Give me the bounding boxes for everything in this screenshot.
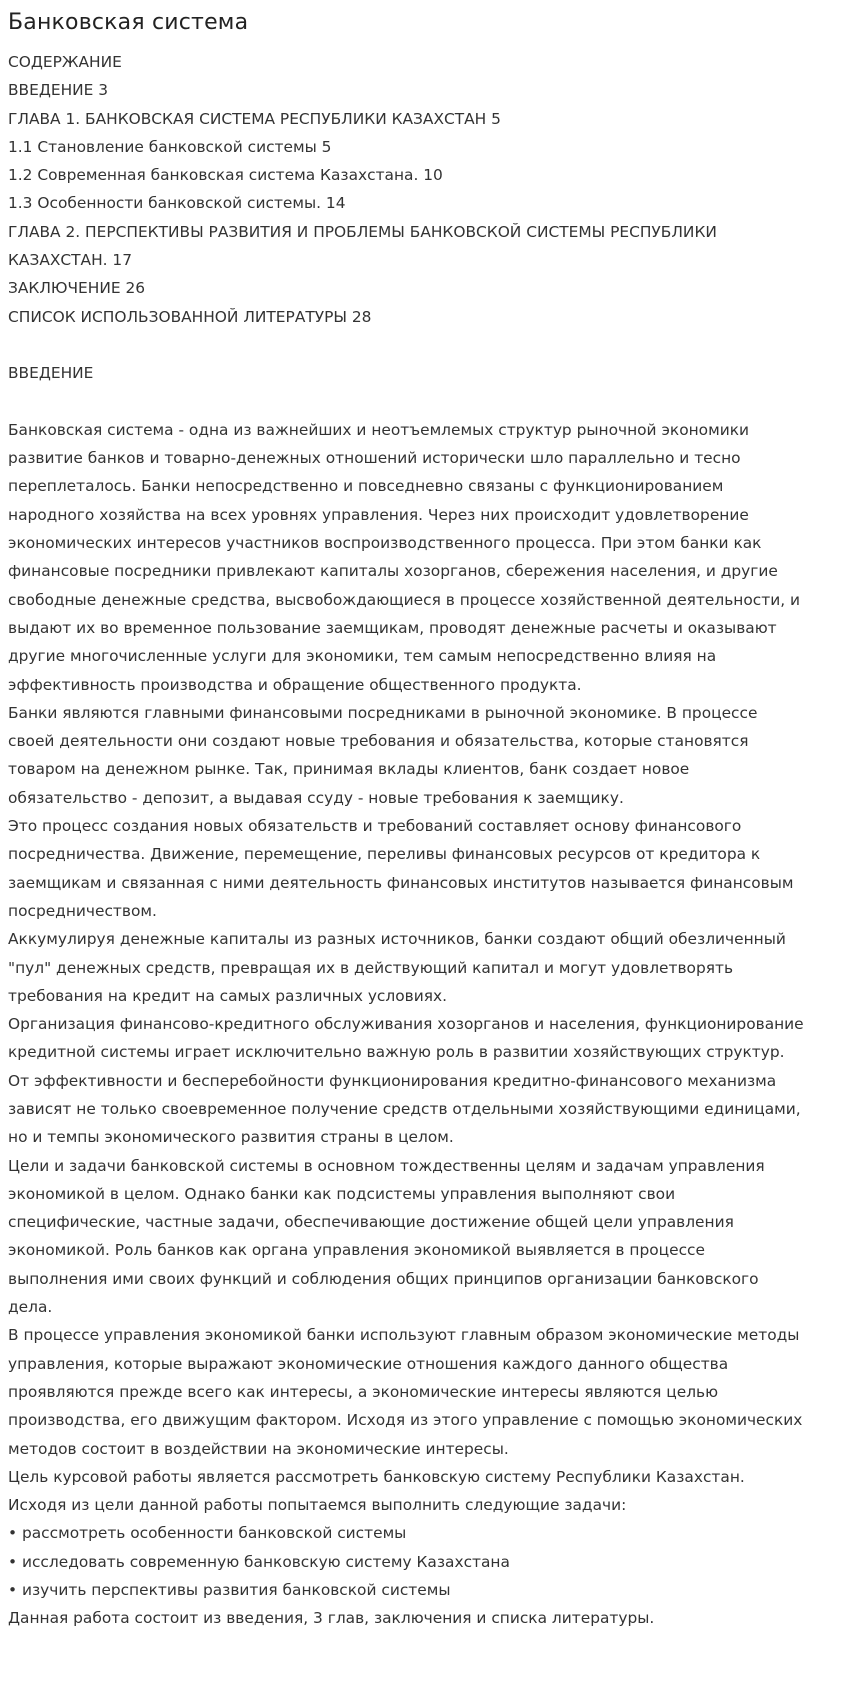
toc-item: 1.3 Особенности банковской системы. 14: [8, 194, 346, 213]
text-line: зависят не только своевременное получение средств отдельными хозяйствующими единицами,: [8, 1099, 801, 1118]
toc-item: ЗАКЛЮЧЕНИЕ 26: [8, 279, 146, 298]
text-line: обязательство - депозит, а выдавая ссуду - новые требования к заемщику.: [8, 788, 624, 807]
text-line: своей деятельности они создают новые требования и обязательства, которые становятся: [8, 732, 749, 751]
table-of-contents: [8, 48, 837, 331]
toc-item: 1.2 Современная банковская система Казахстана. 10: [8, 166, 443, 185]
list-item: • изучить перспективы развития банковской системы: [8, 1581, 451, 1600]
text-line: экономикой. Роль банков как органа управления экономикой выявляется в процессе: [8, 1241, 705, 1260]
list-item: • рассмотреть особенности банковской системы: [8, 1524, 407, 1543]
text-line: Организация финансово-кредитного обслуживания хозорганов и населения, функционирование: [8, 1015, 804, 1034]
text-line: От эффективности и бесперебойности функционирования кредитно-финансового механизма: [8, 1071, 777, 1090]
text-line: развитие банков и товарно-денежных отношений исторически шло параллельно и тесно: [8, 449, 741, 468]
text-line: Цели и задачи банковской системы в основном тождественны целям и задачам управления: [8, 1156, 765, 1175]
toc-heading: СОДЕРЖАНИЕ: [8, 53, 122, 71]
text-line: заемщикам и связанная с ними деятельность финансовых институтов называется финансовым: [8, 873, 794, 892]
toc-item: КАЗАХСТАН. 17: [8, 251, 133, 270]
text-line: Банки являются главными финансовыми посредниками в рыночной экономике. В процессе: [8, 703, 758, 722]
text-line: посредничеством.: [8, 901, 157, 920]
text-line: методов состоит в воздействии на экономические интересы.: [8, 1439, 509, 1458]
text-line: народного хозяйства на всех уровнях управления. Через них происходит удовлетворение: [8, 505, 749, 524]
text-line: "пул" денежных средств, превращая их в действующий капитал и могут удовлетворять: [8, 958, 734, 977]
text-line: кредитной системы играет исключительно важную роль в развитии хозяйствующих структур.: [8, 1043, 785, 1062]
text-line: производства, его движущим фактором. Исходя из этого управление с помощью экономических: [8, 1411, 803, 1430]
text-line: выполнения ими своих функций и соблюдения общих принципов организации банковского: [8, 1269, 759, 1288]
toc-item: ВВЕДЕНИЕ 3: [8, 81, 109, 100]
text-line: Банковская система - одна из важнейших и неотъемлемых структур рыночной экономики: [8, 420, 750, 439]
intro-body: [8, 416, 837, 1633]
intro-heading: ВВЕДЕНИЕ: [8, 364, 94, 383]
text-line: Цель курсовой работы является рассмотреть банковскую систему Республики Казахстан.: [8, 1467, 745, 1486]
text-line: управления, которые выражают экономические отношения каждого данного общества: [8, 1354, 729, 1373]
text-line: Данная работа состоит из введения, 3 глав, заключения и списка литературы.: [8, 1609, 655, 1628]
toc-item: 1.1 Становление банковской системы 5: [8, 137, 332, 156]
spacer: [8, 388, 837, 416]
toc-item: ГЛАВА 2. ПЕРСПЕКТИВЫ РАЗВИТИЯ И ПРОБЛЕМЫ БАНКОВСКОЙ СИСТЕМЫ РЕСПУБЛИКИ: [8, 222, 717, 241]
toc-item: СПИСОК ИСПОЛЬЗОВАННОЙ ЛИТЕРАТУРЫ 28: [8, 307, 372, 326]
text-line: финансовые посредники привлекают капиталы хозорганов, сбережения населения, и другие: [8, 562, 778, 581]
text-line: В процессе управления экономикой банки используют главным образом экономические методы: [8, 1326, 800, 1345]
text-line: экономических интересов участников воспроизводственного процесса. При этом банки как: [8, 534, 762, 553]
text-line: выдают их во временное пользование заемщикам, проводят денежные расчеты и оказывают: [8, 618, 777, 637]
document-title: Банковская система: [8, 10, 249, 35]
text-line: требования на кредит на самых различных условиях.: [8, 986, 447, 1005]
text-line: экономикой в целом. Однако банки как подсистемы управления выполняют свои: [8, 1184, 676, 1203]
text-line: эффективность производства и обращение общественного продукта.: [8, 675, 582, 694]
text-line: товаром на денежном рынке. Так, принимая вклады клиентов, банк создает новое: [8, 760, 690, 779]
text-line: специфические, частные задачи, обеспечивающие достижение общей цели управления: [8, 1213, 734, 1232]
text-line: свободные денежные средства, высвобождающиеся в процессе хозяйственной деятельности, и: [8, 590, 800, 609]
text-line: переплеталось. Банки непосредственно и повседневно связаны с функционированием: [8, 477, 724, 496]
text-line: Аккумулируя денежные капиталы из разных источников, банки создают общий обезличенный: [8, 930, 786, 949]
text-line: другие многочисленные услуги для экономики, тем самым непосредственно влияя на: [8, 647, 717, 666]
text-line: Это процесс создания новых обязательств и требований составляет основу финансового: [8, 817, 742, 836]
text-line: но и темпы экономического развития страны в целом.: [8, 1128, 454, 1147]
list-item: • исследовать современную банковскую систему Казахстана: [8, 1552, 510, 1571]
text-line: посредничества. Движение, перемещение, переливы финансовых ресурсов от кредитора к: [8, 845, 761, 864]
text-line: дела.: [8, 1298, 53, 1317]
text-line: проявляются прежде всего как интересы, а экономические интересы являются целью: [8, 1382, 719, 1401]
spacer: [8, 331, 837, 359]
text-line: Исходя из цели данной работы попытаемся выполнить следующие задачи:: [8, 1496, 627, 1515]
toc-item: ГЛАВА 1. БАНКОВСКАЯ СИСТЕМА РЕСПУБЛИКИ КАЗАХСТАН 5: [8, 109, 501, 128]
